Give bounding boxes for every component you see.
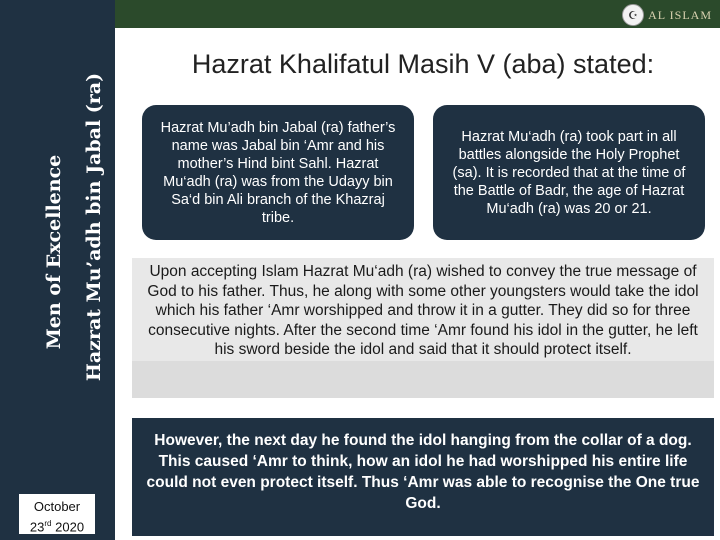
- quote-background-stripe: [132, 361, 714, 398]
- mosque-emblem-icon: ☪: [622, 4, 644, 26]
- logo-text: AL ISLAM: [648, 7, 712, 22]
- page-title: Hazrat Khalifatul Masih V (aba) stated:: [191, 48, 655, 79]
- al-islam-logo: [622, 4, 712, 26]
- info-box-battles-text: Hazrat Mu‘adh (ra) took part in all battles alongside the Holy Prophet (sa). It is recorded that at the time of the Battle of Badr, the age of Hazrat Mu‘adh (ra) was 20 or 21.: [452, 128, 686, 217]
- vertical-title-svg: [20, 40, 105, 415]
- top-bar: [115, 0, 720, 28]
- idol-story-text: Upon accepting Islam Hazrat Mu‘adh (ra) wished to convey the true message of God to his father. Thus, he along with some other youngsters would take the idol which his father ‘Amr worshipped and throw it in a gutter. They did so for three consecutive nights. After the second time ‘Amr found his idol in the gutter, he left his sword beside the idol and said that it should protect itself.: [147, 263, 699, 358]
- info-box-lineage-text: Hazrat Mu’adh bin Jabal (ra) father’s name was Jabal bin ‘Amr and his mother’s Hind bint Sahl. Hazrat Mu‘adh (ra) was from the Udayy bin Sa‘d bin Ali branch of the Khazraj tribe.: [160, 119, 396, 226]
- date-suffix: rd: [44, 519, 52, 528]
- info-box-lineage: [142, 105, 414, 240]
- info-box-battles: [433, 105, 705, 240]
- date-month: October: [33, 499, 81, 514]
- vertical-title-line1: Men of Excellence: [43, 154, 65, 350]
- date-year: 2020: [55, 519, 85, 535]
- vertical-title-line2: Hazrat Mu’adh bin Jabal (ra): [83, 72, 105, 382]
- date-line: [19, 515, 95, 535]
- date-day: 23: [29, 519, 45, 535]
- conclusion-text: However, the next day he found the idol hanging from the collar of a dog. This caused ‘Amr to think, how an idol he had worshipped his entire life could not even protect itself. Thus ‘Amr was able to recognise the One true God.: [146, 432, 700, 512]
- vertical-title: [20, 40, 105, 415]
- date-badge: [17, 492, 97, 536]
